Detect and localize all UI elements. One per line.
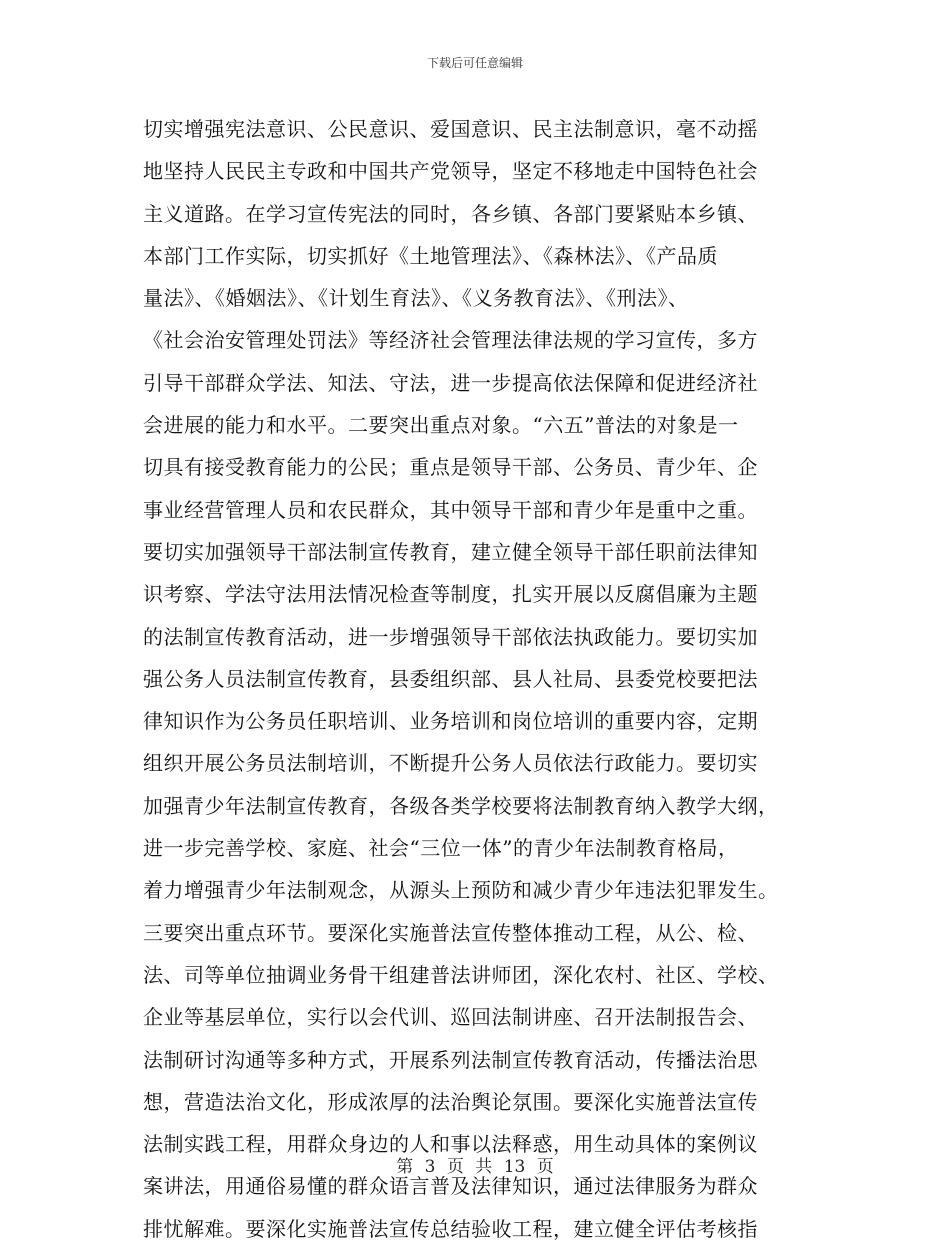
text-line: 律知识作为公务员任职培训、业务培训和岗位培训的重要内容，定期 [143, 709, 758, 734]
page-header-note: 下载后可任意编辑 [426, 56, 523, 70]
text-line: 加强青少年法制宣传教育，各级各类学校要将法制教育纳入教学大纲， [143, 793, 779, 818]
text-line: 法、司等单位抽调业务骨干组建普法讲师团，深化农村、社区、学校、 [143, 962, 779, 987]
text-line: 法制研讨沟通等多种方式，开展系列法制宣传教育活动，传播法治思 [143, 1047, 758, 1072]
text-line: 要切实加强领导干部法制宣传教育，建立健全领导干部任职前法律知 [143, 539, 758, 564]
text-line: 强公务人员法制宣传教育，县委组织部、县人社局、县委党校要把法 [143, 666, 758, 691]
page-number-footer: 第 3 页 共 13 页 [396, 1157, 554, 1177]
text-line: 量法》、《婚姻法》、《计划生育法》、《义务教育法》、《刑法》、 [143, 286, 689, 311]
text-line: 三要突出重点环节。要深化实施普法宣传整体推动工程，从公、检、 [143, 920, 758, 945]
text-line: 地坚持人民民主专政和中国共产党领导，坚定不移地走中国特色社会 [143, 159, 758, 184]
text-line: 事业经营管理人员和农民群众，其中领导干部和青少年是重中之重。 [143, 497, 758, 522]
text-line: 识考察、学法守法用法情况检查等制度，扎实开展以反腐倡廉为主题 [143, 582, 758, 607]
text-line: 进一步完善学校、家庭、社会“三位一体”的青少年法制教育格局， [143, 836, 739, 861]
text-line: 切具有接受教育能力的公民；重点是领导干部、公务员、青少年、企 [143, 455, 758, 480]
text-line: 组织开展公务员法制培训，不断提升公务人员依法行政能力。要切实 [143, 751, 758, 776]
text-line: 企业等基层单位，实行以会代训、巡回法制讲座、召开法制报告会、 [143, 1005, 758, 1030]
text-line: 主义道路。在学习宣传宪法的同时，各乡镇、各部门要紧贴本乡镇、 [143, 201, 758, 226]
text-line: 引导干部群众学法、知法、守法，进一步提高依法保障和促进经济社 [143, 370, 758, 395]
text-line: 想，营造法治文化，形成浓厚的法治舆论氛围。要深化实施普法宣传 [143, 1089, 758, 1114]
text-line: 案讲法，用通俗易懂的群众语言普及法律知识，通过法律服务为群众 [143, 1174, 758, 1199]
text-line: 的法制宣传教育活动，进一步增强领导干部依法执政能力。要切实加 [143, 624, 758, 649]
text-line: 排忧解难。要深化实施普法宣传总结验收工程，建立健全评估考核指 [143, 1216, 758, 1241]
text-line: 《社会治安管理处罚法》等经济社会管理法律法规的学习宣传，多方 [143, 328, 758, 353]
text-line: 切实增强宪法意识、公民意识、爱国意识、民主法制意识，毫不动摇 [143, 117, 758, 141]
document-body [143, 108, 833, 1250]
text-line: 法制实践工程，用群众身边的人和事以法释惑，用生动具体的案例议 [143, 1132, 758, 1157]
text-line: 着力增强青少年法制观念，从源头上预防和减少青少年违法犯罪发生。 [143, 878, 779, 903]
text-line: 会进展的能力和水平。二要突出重点对象。“六五”普法的对象是一 [143, 413, 739, 438]
text-line: 本部门工作实际，切实抓好《土地管理法》、《森林法》、《产品质 [143, 243, 718, 268]
